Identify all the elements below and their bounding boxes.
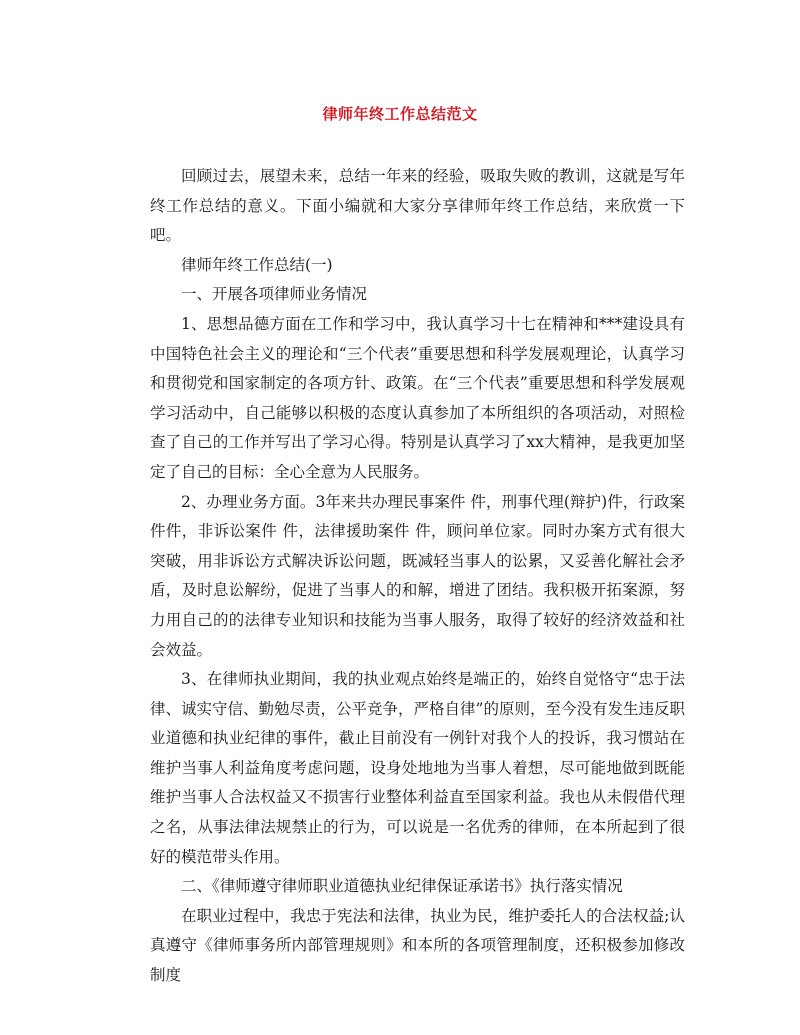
paragraph-item-2: 2、办理业务方面。3年来共办理民事案件 件，刑事代理(辩护)件，行政案件件，非诉讼案件 件，法律援助案件 件，顾问单位家。同时办案方式有很大突破，用非诉讼方式解决诉讼问题，既减轻当事人的讼累，又妥善化解社会矛盾，及时息讼解纷，促进了当事人的和解，增进了团结。我积极开拓案源，努力用自己的的法律专业知识和技能为当事人服务，取得了较好的经济效益和社会效益。 [150, 492, 685, 659]
document-body [150, 162, 685, 991]
section-heading-2: 二、《律师遵守律师职业道德执业纪律保证承诺书》执行落实情况 [181, 877, 623, 896]
document-title: 律师年终工作总结范文 [322, 105, 478, 123]
paragraph-item-3: 3、在律师执业期间，我的执业观点始终是端正的，始终自觉恪守“忠于法律、诚实守信、勤勉尽责，公平竞争，严格自律”的原则，至今没有发生违反职业道德和执业纪律的事件，截止目前没有一例针对我个人的投诉，我习惯站在维护当事人利益角度考虑问题，设身处地地为当事人着想，尽可能地做到既能维护当事人合法权益又不损害行业整体利益直至国家利益。我也从未假借代理之名，从事法律法规禁止的行为，可以说是一名优秀的律师，在本所起到了很好的模范带头作用。 [150, 670, 685, 866]
paragraph-item-1: 1、思想品德方面在工作和学习中，我认真学习十七在精神和***建设具有中国特色社会主义的理论和“三个代表”重要思想和科学发展观理论，认真学习和贯彻党和国家制定的各项方针、政策。在“三个代表”重要思想和科学发展观学习活动中，自己能够以积极的态度认真参加了本所组织的各项活动，对照检查了自己的工作并写出了学习心得。特别是认真学习了xx大精神，是我更加坚定了自己的目标：全心全意为人民服务。 [150, 314, 685, 481]
paragraph-subtitle: 律师年终工作总结(一) [181, 255, 333, 274]
paragraph-intro: 回顾过去，展望未来，总结一年来的经验，吸取失败的教训，这就是写年终工作总结的意义。下面小编就和大家分享律师年终工作总结，来欣赏一下吧。 [150, 167, 685, 245]
section-heading-1: 一、开展各项律师业务情况 [181, 285, 368, 304]
paragraph-section-2: 在职业过程中，我忠于宪法和法律，执业为民，维护委托人的合法权益;认真遵守《律师事务所内部管理规则》和本所的各项管理制度，还积极参加修改制度 [150, 906, 685, 985]
